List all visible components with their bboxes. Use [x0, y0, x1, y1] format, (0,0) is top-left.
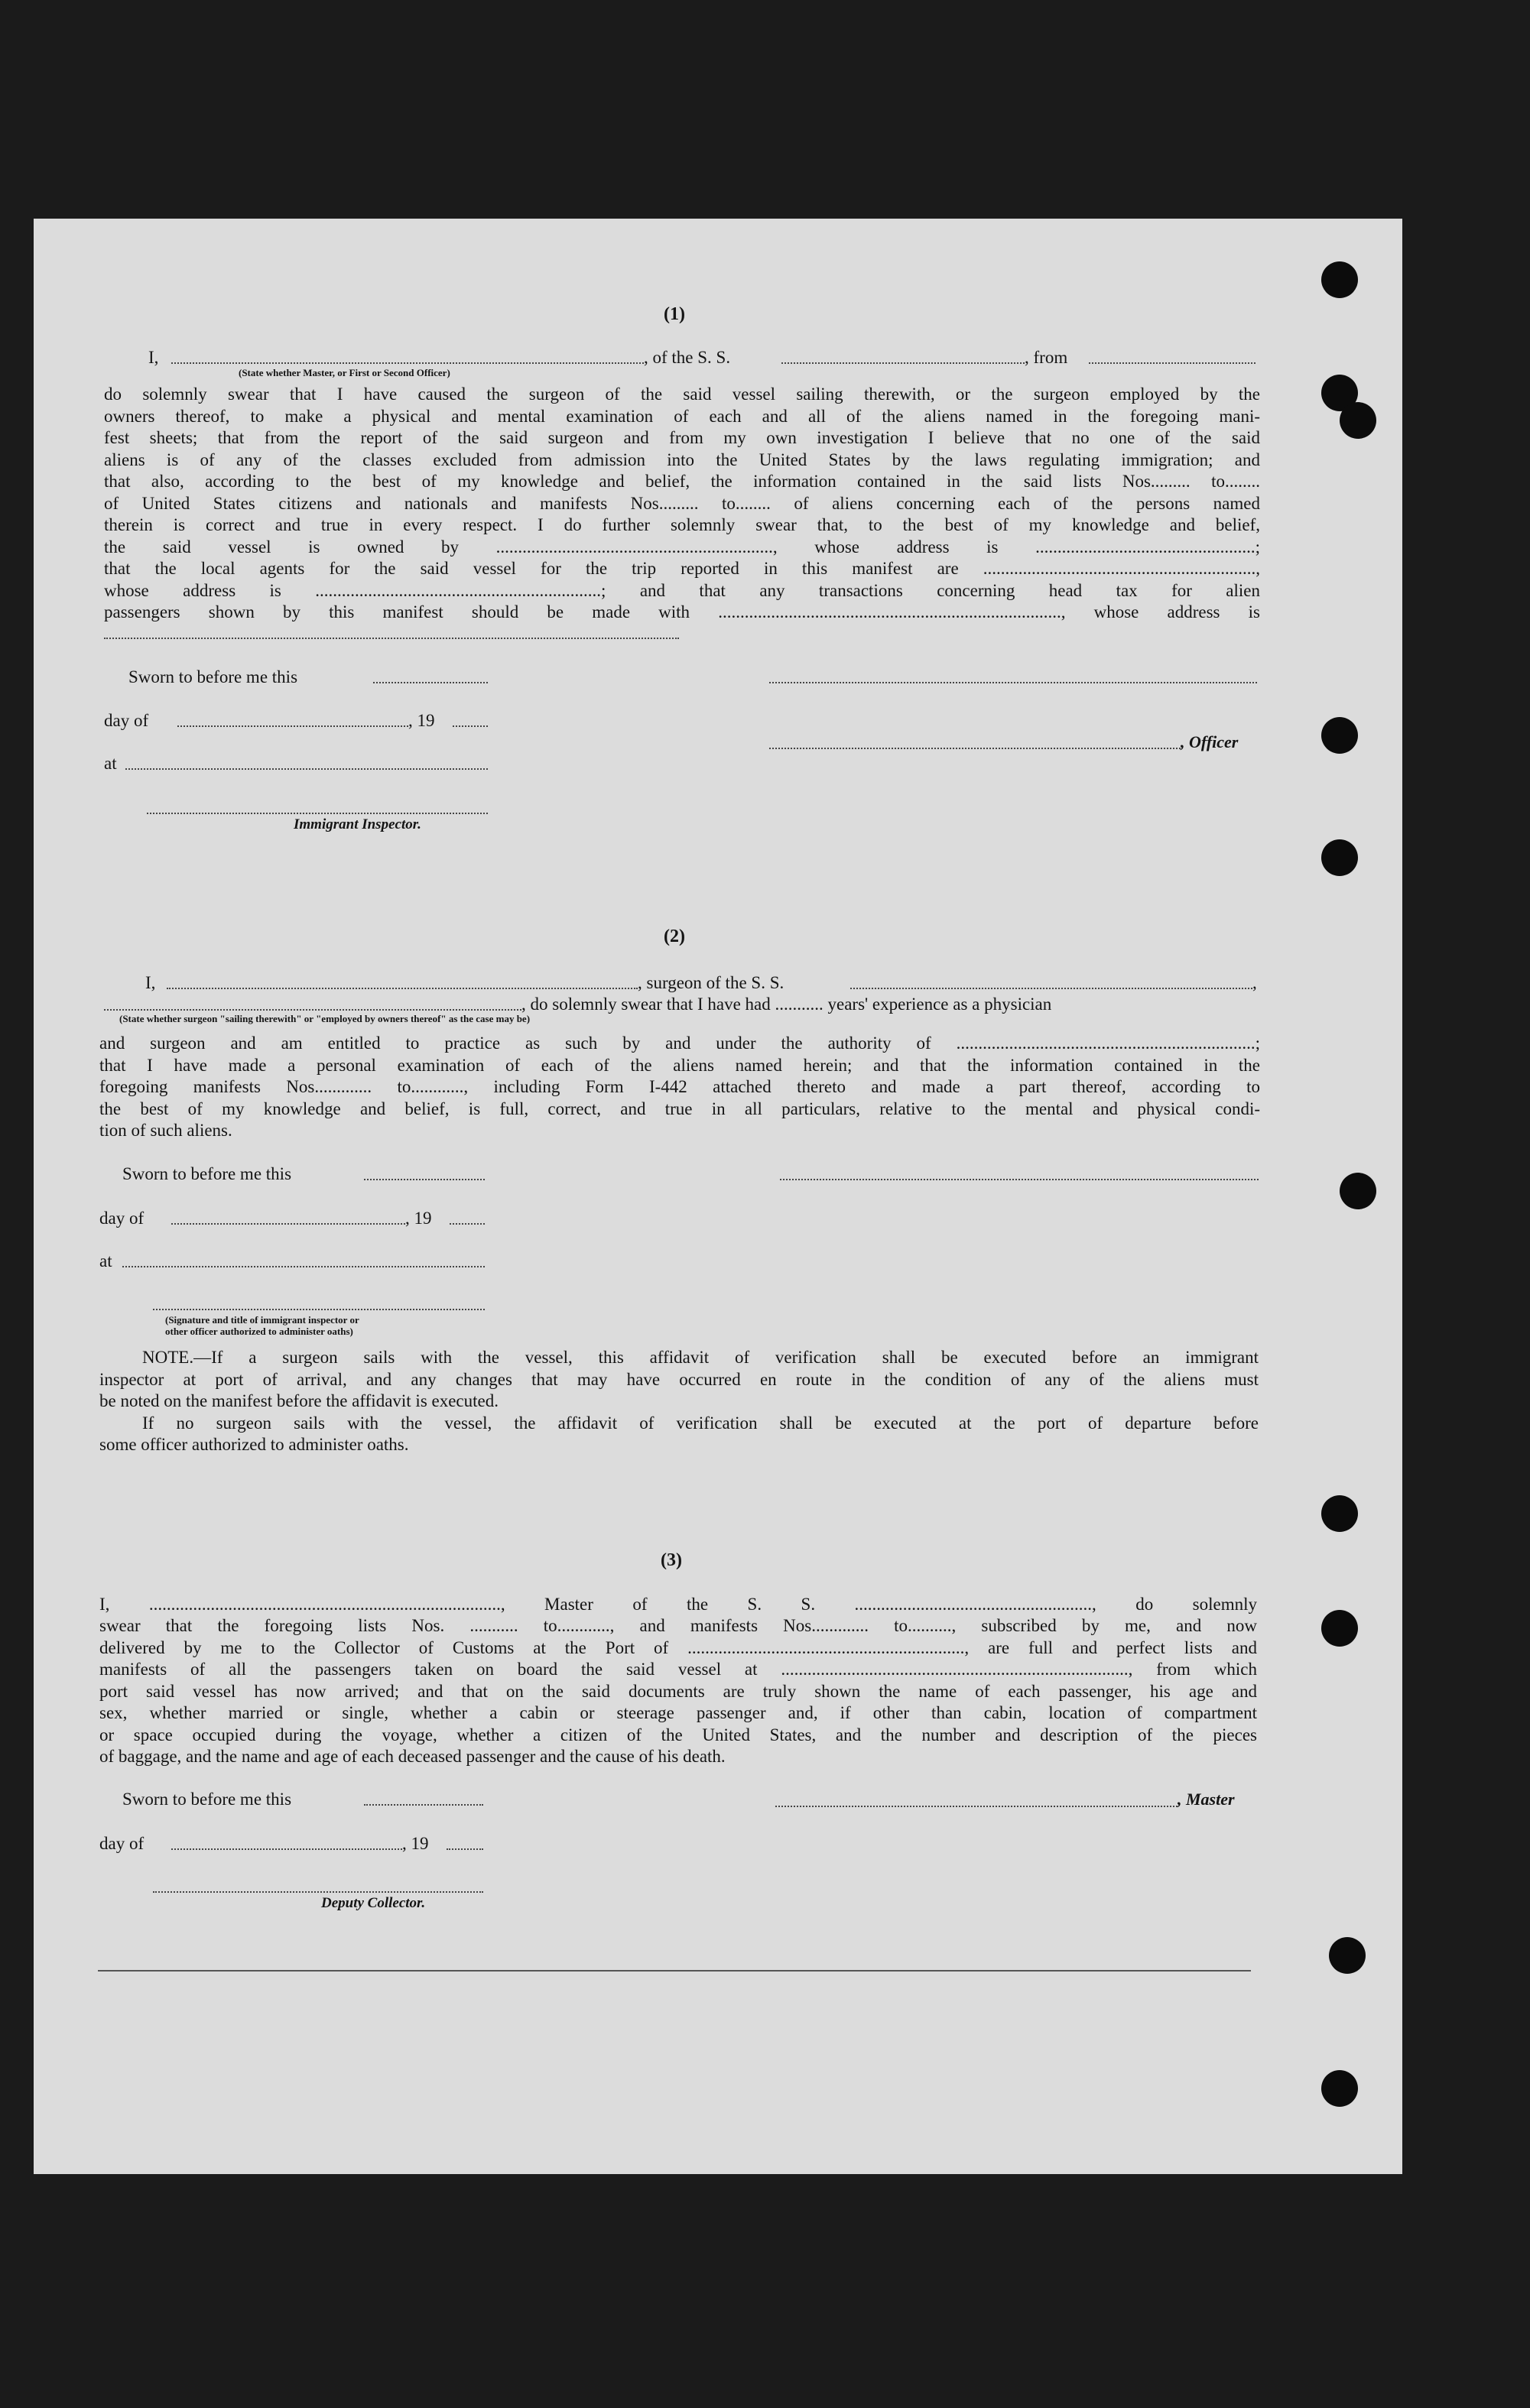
- bottom-rule: [98, 1970, 1251, 1972]
- s2-inspector-signature-field[interactable]: [153, 1309, 485, 1310]
- s3-collector-title: Deputy Collector.: [321, 1895, 426, 1911]
- s2-surgeon-name-field[interactable]: [167, 988, 638, 989]
- s2-sworn-label: Sworn to before me this: [122, 1164, 292, 1183]
- punch-hole: [1329, 1937, 1366, 1974]
- section-1-number: (1): [664, 304, 685, 324]
- s1-i-label: I,: [148, 348, 159, 367]
- s1-line: that the local agents for the said vessel for the trip reported in this manifest are ..............................................................,: [104, 559, 1260, 578]
- s1-line: that also, according to the best of my knowledge and belief, the information contained in the said lists Nos......... to........: [104, 472, 1260, 491]
- s2-signature-note: other officer authorized to administer oaths): [165, 1326, 353, 1337]
- s1-year-label: , 19: [408, 711, 435, 730]
- s1-officer-name-field[interactable]: [171, 362, 644, 364]
- s1-officer-title: , Officer: [1181, 732, 1239, 751]
- s3-line: or space occupied during the voyage, whether a citizen of the United States, and the number and description of the pieces: [99, 1725, 1257, 1744]
- s1-line: of United States citizens and nationals and manifests Nos......... to........ of aliens concerning each of the persons named: [104, 494, 1260, 513]
- s1-line: therein is correct and true in every respect. I do further solemnly swear that, to the best of my knowledge and belief,: [104, 515, 1260, 534]
- s2-comma: ,: [1252, 973, 1257, 992]
- s3-line: manifests of all the passengers taken on board the said vessel at ..............................................................................., from which: [99, 1660, 1257, 1679]
- s3-master-signature-field[interactable]: [775, 1806, 1178, 1807]
- s1-day-label: day of: [104, 711, 149, 730]
- s3-line: sex, whether married or single, whether a cabin or steerage passenger and, if other than cabin, location of compartment: [99, 1703, 1257, 1722]
- s1-sworn-field[interactable]: [373, 682, 488, 683]
- s2-surgeon-signature-field[interactable]: [780, 1179, 1259, 1180]
- s2-note-line: be noted on the manifest before the affidavit is executed.: [99, 1391, 499, 1410]
- s2-line: tion of such aliens.: [99, 1121, 232, 1140]
- s1-address-field[interactable]: [104, 638, 679, 639]
- s2-experience-line: , do solemnly swear that I have had ........... years' experience as a physician: [521, 995, 1052, 1014]
- s3-line: I, ................................................................................, Master of the S. S. ......................................................, do solemnly: [99, 1595, 1257, 1614]
- s2-status-field[interactable]: [104, 1009, 521, 1011]
- s3-line: of baggage, and the name and age of each deceased passenger and the cause of his death.: [99, 1747, 726, 1766]
- punch-hole: [1340, 1173, 1376, 1209]
- s1-officer-note: (State whether Master, or First or Second Officer): [239, 367, 450, 378]
- s2-ship-name-field[interactable]: [850, 988, 1252, 989]
- s1-ship-name-field[interactable]: [781, 362, 1025, 364]
- s1-line: do solemnly swear that I have caused the surgeon of the said vessel sailing therewith, or the surgeon employed by the: [104, 385, 1260, 404]
- punch-hole: [1321, 839, 1358, 876]
- s2-status-note: (State whether surgeon "sailing therewith" or "employed by owners thereof" as the case may be): [119, 1013, 531, 1024]
- s1-line: owners thereof, to make a physical and mental examination of each and all of the aliens named in the foregoing mani-: [104, 407, 1260, 426]
- s1-ship-label: , of the S. S.: [644, 348, 731, 367]
- s1-from-label: , from: [1025, 348, 1068, 367]
- s2-at-field[interactable]: [122, 1266, 485, 1267]
- s2-line: that I have made a personal examination of each of the aliens named herein; and that the information contained in the: [99, 1056, 1260, 1075]
- s2-line: the best of my knowledge and belief, is full, correct, and true in all particulars, relative to the mental and physical condi-: [99, 1099, 1260, 1118]
- s1-line: whose address is .................................................................; and that any transactions concerning head tax for alien: [104, 581, 1260, 600]
- s3-line: port said vessel has now arrived; and that on the said documents are truly shown the name of each passenger, his age and: [99, 1682, 1257, 1701]
- s3-line: swear that the foregoing lists Nos. ........... to............, and manifests Nos............. to.........., subscribed by me, and now: [99, 1616, 1257, 1635]
- s3-sworn-field[interactable]: [364, 1804, 483, 1806]
- s1-at-label: at: [104, 754, 117, 773]
- s3-line: delivered by me to the Collector of Customs at the Port of ..............................................................., are full and perfect lists and: [99, 1638, 1257, 1657]
- punch-hole: [1321, 2070, 1358, 2107]
- s1-officer-signature-field[interactable]: [769, 748, 1181, 749]
- s2-i-label: I,: [145, 973, 156, 992]
- s2-day-label: day of: [99, 1209, 145, 1228]
- s1-sworn-label: Sworn to before me this: [128, 667, 298, 686]
- punch-hole: [1340, 402, 1376, 439]
- s3-sworn-label: Sworn to before me this: [122, 1790, 292, 1809]
- s1-year-field[interactable]: [453, 725, 488, 727]
- s1-line: passengers shown by this manifest should be made with .............................................................................., whose address is: [104, 602, 1260, 621]
- s2-year-field[interactable]: [450, 1223, 485, 1225]
- s2-note-line: inspector at port of arrival, and any changes that may have occurred en route in the condition of any of the aliens must: [99, 1370, 1259, 1389]
- s3-day-field[interactable]: [171, 1848, 402, 1850]
- s2-note-line: some officer authorized to administer oaths.: [99, 1435, 409, 1454]
- s3-master-title: , Master: [1178, 1790, 1235, 1809]
- s1-at-field[interactable]: [125, 768, 488, 770]
- s1-day-field[interactable]: [177, 725, 408, 727]
- s1-from-field[interactable]: [1089, 362, 1256, 364]
- s3-year-label: , 19: [402, 1834, 429, 1853]
- s1-line: the said vessel is owned by ..............................................................., whose address is ..................................................;: [104, 537, 1260, 557]
- punch-hole: [1321, 1495, 1358, 1532]
- s2-line: foregoing manifests Nos............. to............, including Form I-442 attached thereto and made a part thereof, according to: [99, 1077, 1260, 1096]
- punch-hole: [1321, 1610, 1358, 1647]
- s1-inspector-signature-field[interactable]: [147, 813, 488, 814]
- section-3-number: (3): [661, 1550, 682, 1570]
- punch-hole: [1321, 717, 1358, 754]
- s2-day-field[interactable]: [171, 1223, 405, 1225]
- s1-line: fest sheets; that from the report of the said surgeon and from my own investigation I believe that no one of the said: [104, 428, 1260, 447]
- section-2-number: (2): [664, 927, 685, 946]
- s2-at-label: at: [99, 1251, 112, 1271]
- s3-collector-signature-field[interactable]: [153, 1891, 483, 1893]
- s2-signature-note: (Signature and title of immigrant inspector or: [165, 1314, 359, 1326]
- s2-note-line: NOTE.—If a surgeon sails with the vessel, this affidavit of verification shall be executed before an immigrant: [142, 1348, 1259, 1367]
- s3-day-label: day of: [99, 1834, 145, 1853]
- s2-sworn-field[interactable]: [364, 1179, 485, 1180]
- s2-year-label: , 19: [405, 1209, 432, 1228]
- s2-line: and surgeon and am entitled to practice as such by and under the authority of ....................................................................;: [99, 1034, 1260, 1053]
- s2-ship-label: , surgeon of the S. S.: [638, 973, 784, 992]
- s2-note-line: If no surgeon sails with the vessel, the affidavit of verification shall be executed at the port of departure before: [142, 1413, 1259, 1433]
- s1-officer-signature-top-field[interactable]: [769, 682, 1257, 683]
- s1-line: aliens is of any of the classes excluded from admission into the United States by the laws regulating immigration; and: [104, 450, 1260, 469]
- punch-hole: [1321, 261, 1358, 298]
- s1-inspector-title: Immigrant Inspector.: [294, 816, 421, 832]
- s3-year-field[interactable]: [447, 1848, 483, 1850]
